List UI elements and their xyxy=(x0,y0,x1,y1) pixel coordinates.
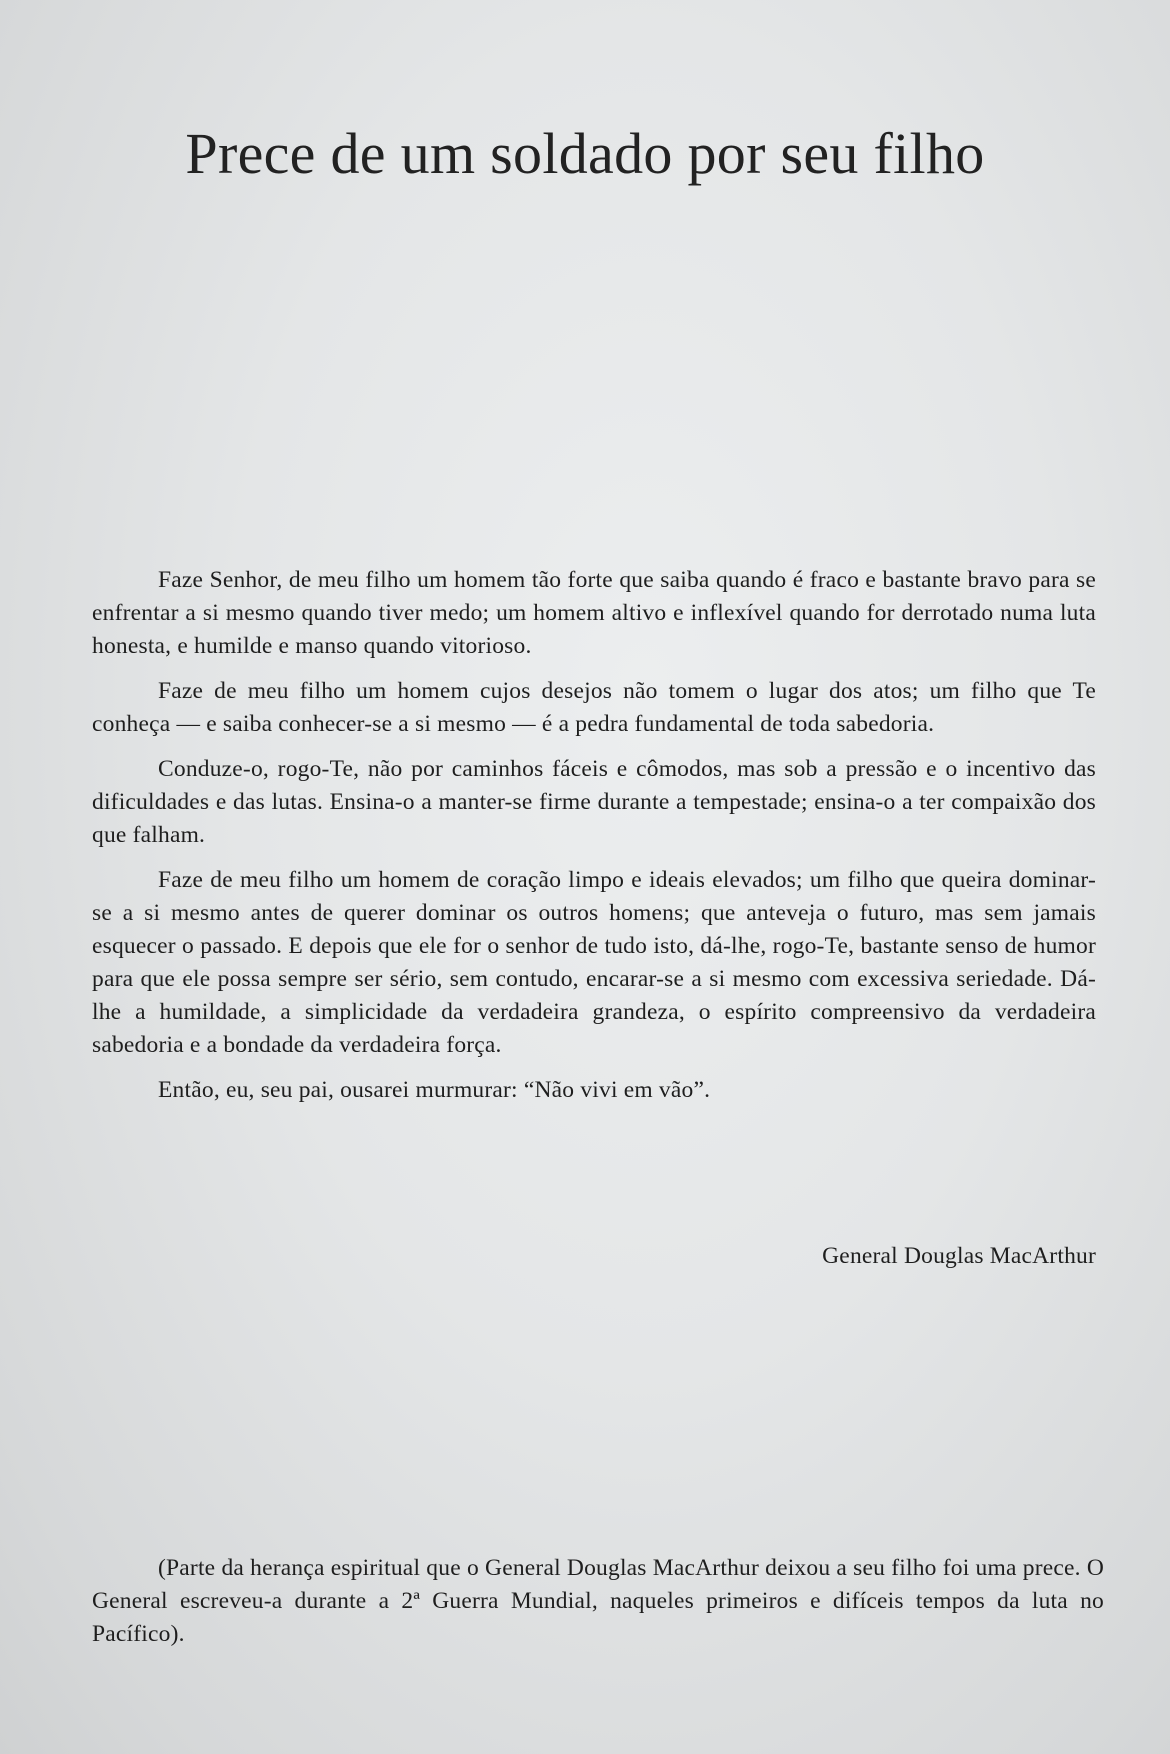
paragraph-1: Faze Senhor, de meu filho um homem tão forte que saiba quando é fraco e bastante bravo para se enfrentar a si mesmo quando tiver medo; um homem altivo e inflexível quando for derrotado numa luta honesta, e humilde e manso quando vitorioso. xyxy=(92,567,1096,659)
closing-line: Então, eu, seu pai, ousarei murmurar: “Não vivi em vão”. xyxy=(158,1077,711,1103)
page-title: Prece de um soldado por seu filho xyxy=(185,121,985,186)
footnote: (Parte da herança espiritual que o General Douglas MacArthur deixou a seu filho foi uma prece. O General escreveu-a durante a 2ª Guerra Mundial, naqueles primeiros e difíceis tempos da luta no Pacífico). xyxy=(92,1555,1104,1647)
paragraph-2: Faze de meu filho um homem cujos desejos não tomem o lugar dos atos; um filho que Te conheça — e saiba conhecer-se a si mesmo — é a pedra fundamental de toda sabedoria. xyxy=(92,678,1096,737)
prayer-text xyxy=(92,564,1096,1119)
paragraph-3: Conduze-o, rogo-Te, não por caminhos fáceis e cômodos, mas sob a pressão e o incentivo das dificuldades e das lutas. Ensina-o a manter-se firme durante a tempestade; ensina-o a ter compaixão dos que falham. xyxy=(92,756,1096,848)
signature: General Douglas MacArthur xyxy=(822,1243,1096,1269)
paragraph-4: Faze de meu filho um homem de coração limpo e ideais elevados; um filho que queira dominar-se a si mesmo antes de querer dominar os outros homens; que anteveja o futuro, mas sem jamais esquecer o passado. E depois que ele for o senhor de tudo isto, dá-lhe, rogo-Te, bastante senso de humor para que ele possa sempre ser sério, sem contudo, encarar-se a si mesmo com excessiva seriedade. Dá-lhe a humildade, a simplicidade da verdadeira grandeza, o espírito compreensivo da verdadeira sabedoria e a bondade da verdadeira força. xyxy=(92,867,1096,1058)
